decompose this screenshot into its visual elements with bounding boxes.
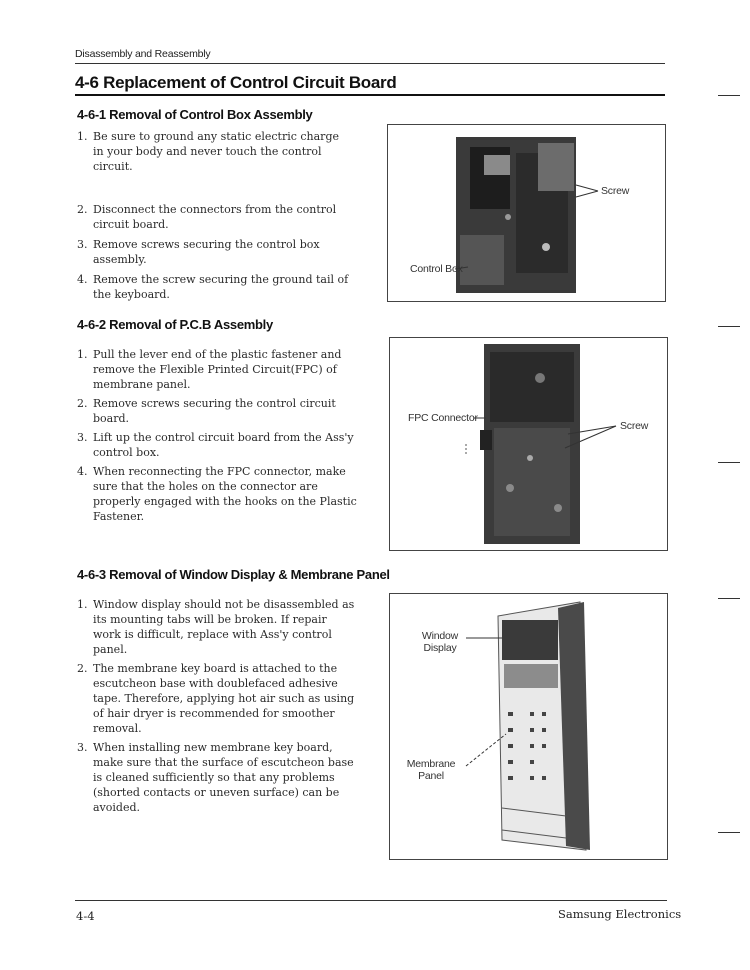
- header-rule: [75, 63, 665, 64]
- step-item: 3. Remove screws securing the control box assembly.: [77, 238, 320, 266]
- pcb-photo: [390, 338, 667, 550]
- margin-mark: [718, 832, 740, 833]
- margin-mark: [718, 95, 740, 96]
- figure-pcb-assembly: [389, 337, 668, 551]
- label-screw: Screw: [601, 185, 630, 197]
- step-item: 4. Remove the screw securing the ground tail of the keyboard.: [77, 273, 349, 301]
- label-membrane-panel: Membrane Panel: [406, 758, 456, 782]
- title-rule: [75, 94, 665, 96]
- step-item: 1. Window display should not be disassembled as its mounting tabs will be broken. If repair work is difficult, replace with Ass'y control panel.: [77, 598, 355, 656]
- step-item: 2. Disconnect the connectors from the control circuit board.: [77, 203, 337, 231]
- margin-mark: [718, 598, 740, 599]
- section-title-4-6-1: 4-6-1 Removal of Control Box Assembly: [77, 107, 313, 122]
- label-control-box: Control Box: [410, 263, 463, 275]
- label-fpc-connector: FPC Connector: [408, 412, 478, 424]
- brand-name: Samsung Electronics: [558, 907, 682, 921]
- steps-4-6-2: [77, 347, 357, 524]
- step-item: 2. The membrane key board is attached to the escutcheon base with doublefaced adhesive tape. Therefore, applying hot air such as using of hair dryer is recommended for smoother removal.: [77, 662, 355, 735]
- main-title: 4-6 Replacement of Control Circuit Board: [75, 73, 397, 92]
- running-header: Disassembly and Reassembly: [75, 48, 211, 60]
- figure-control-box: [387, 124, 666, 302]
- label-window-display: Window Display: [421, 630, 459, 654]
- section-title-4-6-2: 4-6-2 Removal of P.C.B Assembly: [77, 317, 273, 332]
- step-item: 1. Pull the lever end of the plastic fastener and remove the Flexible Printed Circuit(FPC) of membrane panel.: [77, 348, 342, 391]
- margin-mark: [718, 462, 740, 463]
- step-item: 1. Be sure to ground any static electric charge in your body and never touch the control circuit.: [77, 130, 339, 173]
- figure-window-membrane: [389, 593, 668, 860]
- margin-mark: [718, 326, 740, 327]
- steps-4-6-1: [77, 129, 349, 302]
- page-number: 4-4: [76, 909, 95, 923]
- label-screw: Screw: [620, 420, 649, 432]
- step-item: 2. Remove screws securing the control circuit board.: [77, 397, 336, 425]
- footer-rule: [75, 900, 667, 901]
- step-item: 4. When reconnecting the FPC connector, make sure that the holes on the connector are properly engaged with the hooks on the Plastic Fastener.: [77, 465, 357, 523]
- section-title-4-6-3: 4-6-3 Removal of Window Display & Membrane Panel: [77, 567, 390, 582]
- step-item: 3. When installing new membrane key board, make sure that the surface of escutcheon base is cleaned sufficiently so that any problems (shorted contacts or uneven surface) can be avoided.: [77, 741, 354, 814]
- steps-4-6-3: [77, 597, 357, 815]
- step-item: 3. Lift up the control circuit board from the Ass'y control box.: [77, 431, 354, 459]
